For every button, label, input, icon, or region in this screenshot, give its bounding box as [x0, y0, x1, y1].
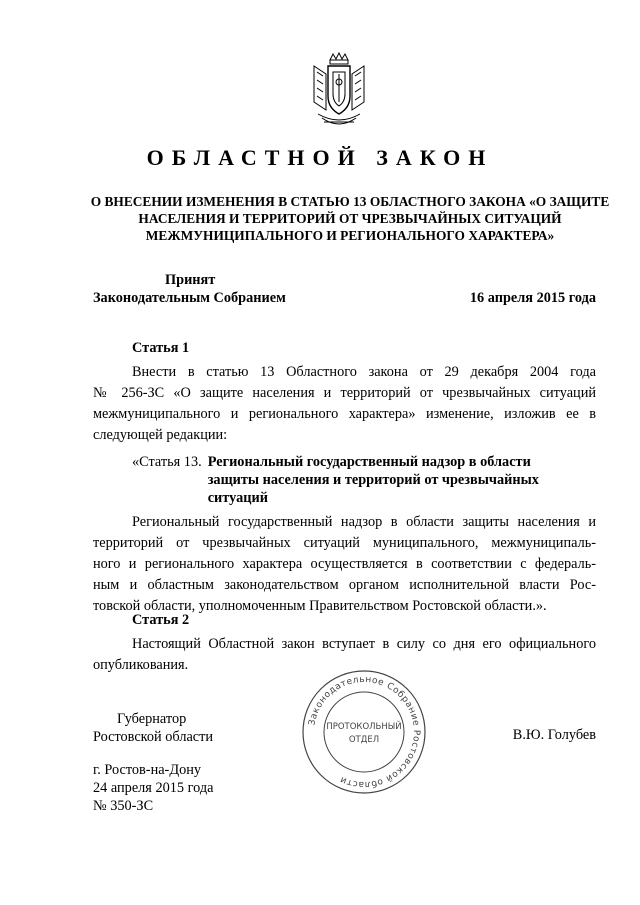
accepted-by: Законодательным Собранием — [93, 290, 286, 306]
text-line: межмуниципального и регионального характера» изменение, изложив ее в — [93, 406, 596, 422]
text-line: Внести в статью 13 Областного закона от 29 декабря 2004 года — [132, 364, 596, 380]
title-line: ситуаций — [207, 490, 268, 506]
subtitle-line: МЕЖМУНИЦИПАЛЬНОГО И РЕГИОНАЛЬНОГО ХАРАКТЕРА» — [145, 228, 555, 243]
article-1-heading: Статья 1 — [132, 340, 190, 356]
svg-text:ПРОТОКОЛЬНЫЙ: ПРОТОКОЛЬНЫЙ — [326, 722, 402, 732]
text-line: № 256-ЗС «О защите населения и территорий от чрезвычайных ситуаций — [93, 385, 596, 401]
text-line: ного и регионального характера осуществляется в соответствии с федераль- — [93, 556, 596, 572]
text-line: территорий от чрезвычайных ситуаций муниципального, межмуниципаль- — [93, 535, 596, 551]
accepted-label: Принят — [165, 272, 216, 288]
text-line: ным и областным законодательством органом исполнительной власти Рос- — [93, 577, 596, 593]
document-title: ОБЛАСТНОЙ ЗАКОН — [146, 145, 494, 170]
position-line: Ростовской области — [93, 729, 214, 745]
position-line: Губернатор — [117, 711, 187, 727]
issue-date: 24 апреля 2015 года — [93, 780, 214, 796]
issue-details — [93, 761, 214, 815]
official-stamp — [300, 668, 428, 796]
text-line: опубликования. — [93, 657, 189, 673]
quoted-article-title — [208, 453, 539, 507]
text-line: следующей редакции: — [93, 427, 228, 443]
quoted-article-heading — [132, 453, 539, 507]
article-1-text — [93, 362, 596, 446]
issue-city: г. Ростов-на-Дону — [93, 762, 202, 778]
document-subtitle — [90, 193, 610, 244]
svg-text:Законодательное Собрание Росто: Законодательное Собрание Ростовской области — [307, 674, 422, 790]
quoted-article-body — [93, 512, 596, 617]
text-line: товской области, уполномоченным Правительством Ростовской области.». — [93, 598, 547, 614]
title-line: защиты населения и территорий от чрезвычайных — [207, 472, 539, 488]
adoption-date: 16 апреля 2015 года — [469, 290, 596, 306]
signatory-name: В.Ю. Голубев — [512, 727, 596, 743]
text-line: Региональный государственный надзор в области защиты населения и — [132, 514, 596, 530]
svg-text:ОТДЕЛ: ОТДЕЛ — [348, 735, 380, 745]
article-2-heading: Статья 2 — [132, 612, 190, 628]
law-number: № 350-ЗС — [93, 798, 154, 814]
text-line: Настоящий Областной закон вступает в силу со дня его официального — [132, 636, 596, 652]
subtitle-line: О ВНЕСЕНИИ ИЗМЕНЕНИЯ В СТАТЬЮ 13 ОБЛАСТНОГО ЗАКОНА «О ЗАЩИТЕ — [90, 194, 610, 209]
quoted-article-prefix: «Статья 13. — [132, 454, 202, 470]
subtitle-line: НАСЕЛЕНИЯ И ТЕРРИТОРИЙ ОТ ЧРЕЗВЫЧАЙНЫХ СИТУАЦИЙ — [138, 211, 562, 226]
signatory-position — [93, 710, 213, 746]
coat-of-arms-icon — [300, 52, 378, 132]
title-line: Региональный государственный надзор в области — [207, 454, 531, 470]
